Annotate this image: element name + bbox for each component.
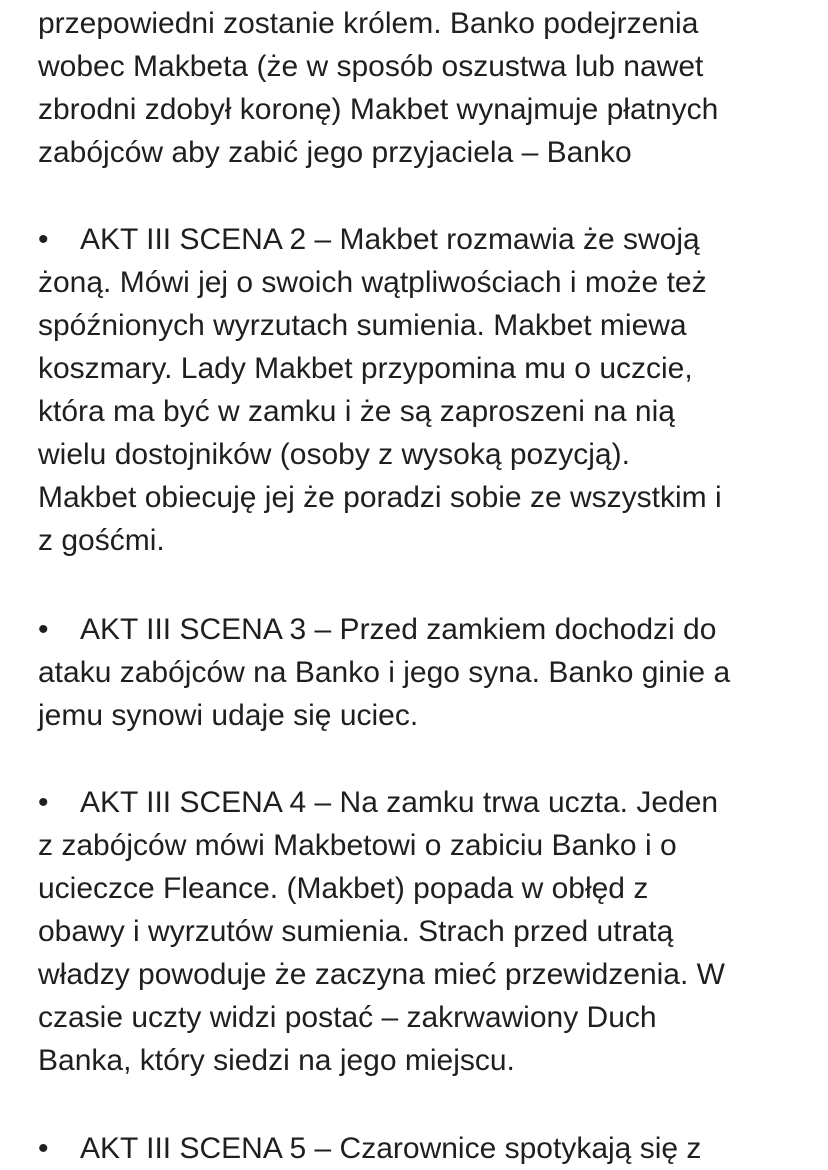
bullet-icon: • (38, 786, 49, 819)
paragraph-line: przepowiedni zostanie królem. Banko podejrzenia (38, 7, 699, 40)
paragraph-line: Makbet obiecuję jej że poradzi sobie ze wszystkim i (38, 481, 722, 514)
paragraph-line: zabójców aby zabić jego przyjaciela – Banko (38, 136, 632, 169)
paragraph-line: wobec Makbeta (że w sposób oszustwa lub nawet (38, 50, 704, 83)
intro-paragraph (38, 2, 808, 174)
paragraph-line: żoną. Mówi jej o swoich wątpliwościach i może też (38, 266, 707, 299)
bullet-line (38, 218, 808, 261)
scene-item-akt3-scena5 (38, 1127, 808, 1170)
scene-heading: AKT III SCENA 2 – Makbet rozmawia że swoją (80, 223, 700, 256)
bullet-line (38, 608, 808, 651)
scene-item-akt3-scena3 (38, 608, 808, 737)
paragraph-line: zbrodni zdobył koronę) Makbet wynajmuje płatnych (38, 93, 719, 126)
bullet-icon: • (38, 613, 49, 646)
paragraph-line: ucieczce Fleance. (Makbet) popada w obłęd z (38, 872, 649, 905)
scene-item-akt3-scena4 (38, 781, 808, 1082)
paragraph-line: z gośćmi. (38, 524, 165, 557)
scene-item-akt3-scena2 (38, 218, 808, 562)
bullet-icon: • (38, 1132, 49, 1165)
paragraph-line: czasie uczty widzi postać – zakrwawiony Duch (38, 1001, 657, 1034)
bullet-icon: • (38, 223, 49, 256)
scene-heading: AKT III SCENA 5 – Czarownice spotykają się z (80, 1132, 702, 1165)
bullet-line (38, 781, 808, 824)
scene-heading: AKT III SCENA 4 – Na zamku trwa uczta. Jeden (80, 786, 719, 819)
paragraph-line: władzy powoduje że zaczyna mieć przewidzenia. W (38, 958, 725, 991)
paragraph-line: z zabójców mówi Makbetowi o zabiciu Banko i o (38, 829, 677, 862)
paragraph-line: jemu synowi udaje się uciec. (38, 699, 419, 732)
paragraph-line: spóźnionych wyrzutach sumienia. Makbet miewa (38, 309, 687, 342)
paragraph-line: wielu dostojników (osoby z wysoką pozycją). (38, 438, 630, 471)
paragraph-line: koszmary. Lady Makbet przypomina mu o uczcie, (38, 352, 693, 385)
paragraph-line: Banka, który siedzi na jego miejscu. (38, 1044, 515, 1077)
scene-heading: AKT III SCENA 3 – Przed zamkiem dochodzi do (80, 613, 717, 646)
bullet-line (38, 1127, 808, 1170)
paragraph-line: ataku zabójców na Banko i jego syna. Banko ginie a (38, 656, 731, 689)
paragraph-line: która ma być w zamku i że są zaproszeni na nią (38, 395, 675, 428)
paragraph-line: obawy i wyrzutów sumienia. Strach przed utratą (38, 915, 674, 948)
